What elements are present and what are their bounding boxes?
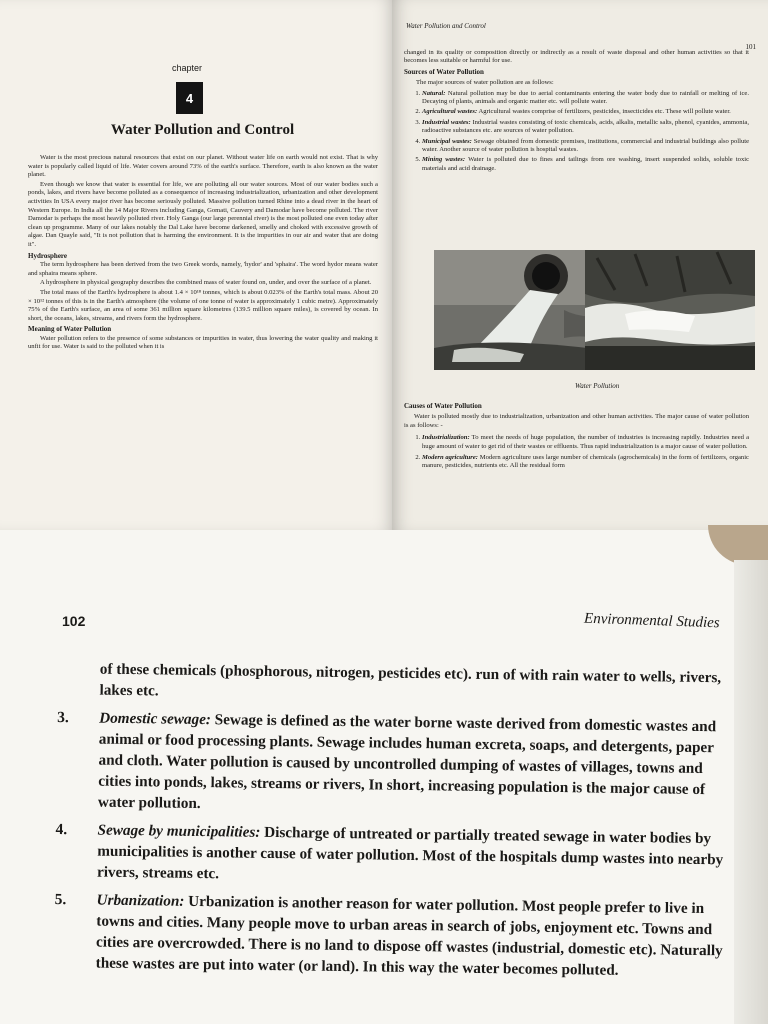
chapter-label: chapter [172,63,203,73]
hydrosphere-heading: Hydrosphere [28,251,68,260]
page-edge-shadow [734,560,768,1024]
causes-intro: Water is polluted mostly due to industrialization, urbanization and other human activities. The major cause of water pollution is as follows: - [404,413,749,429]
right-page [392,0,768,530]
hydrosphere-paragraph-1: The term hydrosphere has been derived from the two Greek words, namely, 'hydor' and 'sphaira'. The word hydor means water and sphaira means sphere. [28,261,378,277]
running-header: Water Pollution and Control [406,22,486,30]
sources-heading: Sources of Water Pollution [404,67,484,76]
figure-caption: Water Pollution [575,382,620,390]
intro-paragraph-1: Water is the most precious natural resources that exist on our planet. Without water life on earth would not exist. That is why water is popularly called liquid of life. Water covers around 73% of the earth's surface. Therefore, earth is also known as the water planet. [28,154,378,179]
list-item: 2. Agricultural wastes: Agricultural wastes comprise of fertilizers, pesticides, insecticides etc. These will pollute water. [422,108,749,116]
continuation-text: of these chemicals (phosphorous, nitrogen, pesticides etc). run of with rain water to wells, rivers, lakes etc. [99,660,722,700]
list-item: 5. Urbanization: Urbanization is another reason for water pollution. Most people prefer to live in towns and cities. Many people move to urban areas in search of jobs, enjoyment etc. Towns and cities are overcrowded. There is no land to dispose off wastes (industrial, domestic etc). Naturally these wastes are put into water (or land). In this way the water becomes polluted. [54,890,723,979]
list-item: 4. Municipal wastes: Sewage obtained from domestic premises, institutions, commercial and industrial buildings also pollute water. Another source of water pollution is hospital wastes. [422,138,749,155]
meaning-paragraph: Water pollution refers to the presence of some substances or impurities in water, thus lowering the water quality and making it unfit for use. Water is said to the polluted when it is [28,334,378,351]
bottom-page [0,530,768,1024]
hydrosphere-paragraph-2: A hydrosphere in physical geography describes the combined mass of water found on, under, and over the surface of a planet. [40,279,372,287]
page-number: 102 [62,613,86,629]
chapter-title: Water Pollution and Control [110,122,295,138]
list-item: 1. Industrialization: To meet the needs of huge population, the number of industries is increasing rapidly. Industries need a huge amount of water to get rid of their wastes or effluents. Thus rapid industrialization is a major cause of water pollution. [422,434,749,451]
right-page-body [404,49,749,175]
list-item: 1. Natural: Natural pollution may be due to aerial contaminants entering the water body due to rainfall or melting of ice. Decaying of plants, animals and organic matter etc. will pollute water. [422,90,749,107]
left-page [0,0,392,530]
page-number: 101 [745,43,756,51]
continuation-text: changed in its quality or composition directly or indirectly as a result of waste disposal and other human activities so that it becomes less suitable or harmful for use. [404,49,749,65]
foam-river-photo [585,250,755,370]
hydrosphere-paragraph-3: The total mass of the Earth's hydrosphere is about 1.4 × 10¹⁸ tonnes, which is about 0.023% of the Earth's total mass. About 20 × 10¹² tonnes of this is in the Earth's atmosphere (the volume of one tonne of water is approximately 1 cubic metre). Approximately 75% of the Earth's surface, an area of some 361 million square kilometres (139.5 million square miles), is covered by ocean. In short, the oceans, lakes, streams, and rivers form the hydrosphere. [28,288,378,322]
meaning-heading: Meaning of Water Pollution [28,325,112,334]
pipe-discharge-photo [434,250,604,370]
bottom-page-body [54,658,738,989]
chapter-number-badge: 4 [176,82,203,114]
list-item: 3. Domestic sewage: Sewage is defined as the water borne waste derived from domestic wastes and animal or food processing plants. Sewage includes human excreta, soaps, and detergents, paper and cloth. Water pollution is caused by uncontrolled dumping of wastes of villages, towns and cities into ponds, lakes, streams or rivers, In short, increasing population is the major cause of water pollution. [57,708,717,813]
causes-list [404,434,749,471]
running-header: Environmental Studies [584,610,721,632]
causes-section [404,402,749,474]
causes-heading: Causes of Water Pollution [404,402,482,410]
intro-paragraph-2: Even though we know that water is essential for life, we are polluting all our water sources. Most of our water bodies such a ponds, lakes, and rivers have become polluted as a consequence of increasing industrialization, urbanization and other development activities In USA every major river has become seriously polluted. Massive pollution turned Rhine into a dead river in the heart of Western Europe. In India all the 14 Major Rivers including Ganga, Gomati, Cauvery and Damodar have become polluted. The river Damodar is perhaps the most heavily polluted river. Holy Ganga (our large perennial river) is the most polluted one even today after clean up programme. Many of our lakes notably the Dal Lake have become darkened, smelly and choked with excessive growth of algae. Dan Quayle said, "It is not pollution that is harming the environment. It is the impurities in our air and water that are doing it". [28,180,378,248]
list-item: 2. Modern agriculture: Modern agriculture uses large number of chemicals (agrochemicals) in the form of fertilizers, organic manure, pesticides, nutrients etc. All the residual form [422,454,749,471]
sources-list [404,90,749,174]
list-item: 3. Industrial wastes: Industrial wastes consisting of toxic chemicals, acids, alkalis, metallic salts, phenol, cyanides, ammonia, radioactive substances etc. are sources of water pollution. [422,119,749,136]
list-item: 4. Sewage by municipalities: Discharge of untreated or partially treated sewage in water bodies by municipalities is another cause of water pollution. Most of the hospitals dump wastes into nearby rivers, streams etc. [55,820,724,883]
list-item: 5. Mining wastes: Water is polluted due to fines and tailings from ore washing, insert suspended solids, soluble toxic materials and acid drainage. [422,156,749,173]
sources-intro: The major sources of water pollution are as follows: [416,79,554,87]
left-page-body [28,154,378,353]
